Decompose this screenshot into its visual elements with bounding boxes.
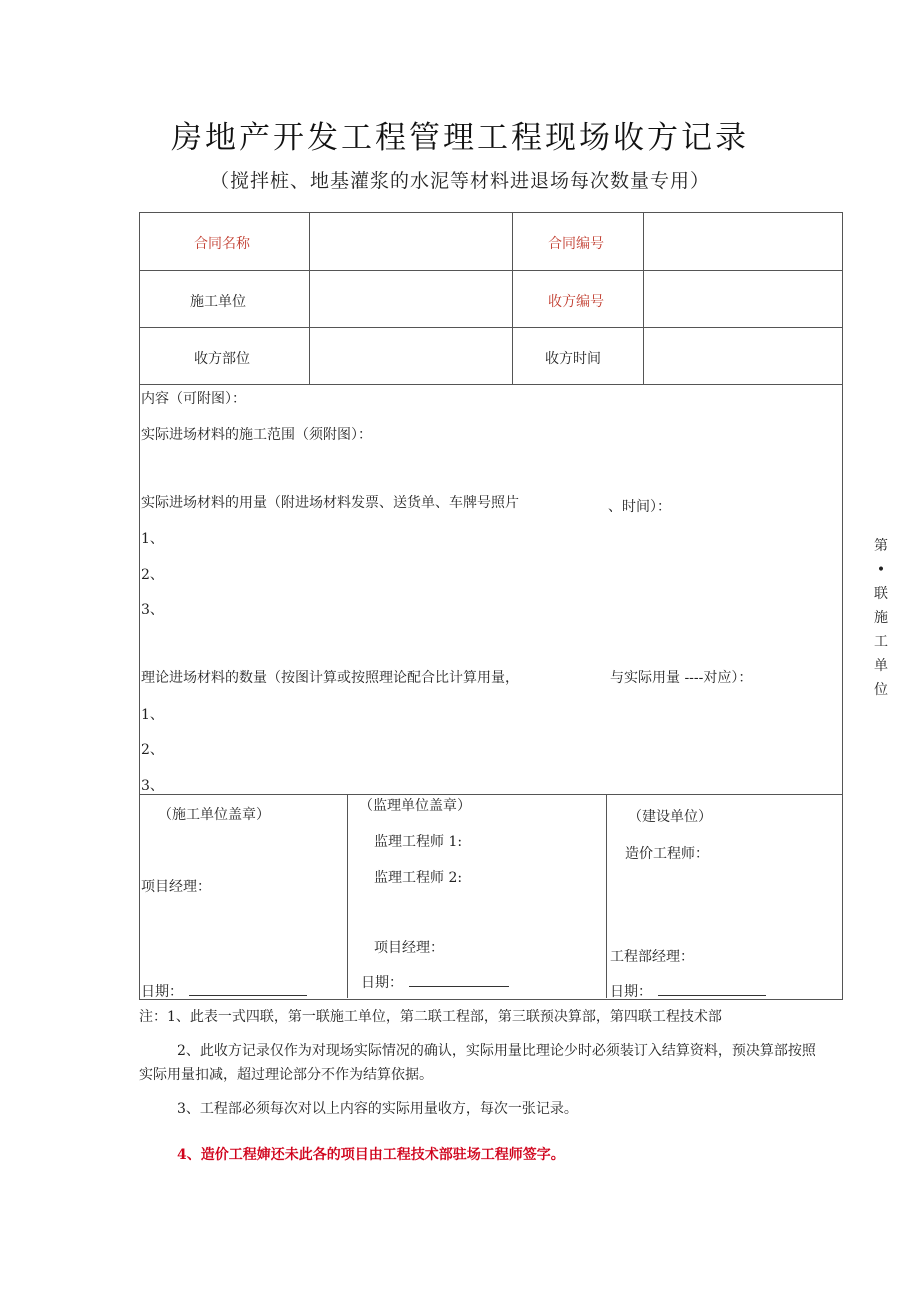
form-table — [139, 212, 843, 1000]
side-char: 工 — [874, 634, 888, 650]
contract-name-label: 合同名称 — [194, 236, 250, 252]
theory-item-1: 1、 — [141, 707, 164, 723]
theory-qty-tail: 与实际用量 ----对应）： — [610, 670, 753, 686]
note-4: 4、造价工程婶还未此各的项目由工程技术部驻场工程师签字。 — [177, 1147, 565, 1163]
note-1: 注：1、此表一式四联，第一联施工单位，第二联工程部，第三联预决算部，第四联工程技术部 — [139, 1009, 722, 1025]
date-label-2-text: 日期： — [361, 975, 403, 991]
note-3: 3、工程部必须每次对以上内容的实际用量收方，每次一张记录。 — [177, 1101, 578, 1117]
theory-item-2: 2、 — [141, 742, 164, 758]
date-label-3-text: 日期： — [610, 984, 652, 1000]
date-label-3 — [610, 981, 766, 1001]
scope-label: 实际进场材料的施工范围（须附图）： — [141, 427, 372, 443]
usage-item-3: 3、 — [141, 602, 164, 618]
date-line-2 — [409, 974, 509, 987]
receipt-location-label: 收方部位 — [194, 351, 250, 367]
contract-no-label: 合同编号 — [548, 236, 604, 252]
row-divider — [139, 270, 842, 271]
copy-side-label — [872, 534, 890, 698]
row-divider — [139, 794, 842, 795]
usage-item-2: 2、 — [141, 567, 164, 583]
side-char: 位 — [874, 682, 888, 698]
side-char: 第 — [874, 538, 888, 554]
builder-label: （建设单位） — [628, 809, 712, 825]
col-divider — [643, 212, 644, 384]
row-divider — [139, 327, 842, 328]
dept-manager-label: 工程部经理： — [610, 949, 694, 965]
theory-qty-label: 理论进场材料的数量（按图计算或按照理论配合比计算用量， — [141, 670, 519, 686]
col-divider — [347, 794, 348, 998]
supervisor2-label: 监理工程师 2: — [374, 870, 463, 886]
col-divider — [512, 212, 513, 384]
project-manager-label: 项目经理： — [141, 879, 211, 895]
date-line-1 — [189, 983, 307, 996]
actual-usage-tail: 、时间）： — [608, 499, 671, 515]
side-char: 施 — [874, 610, 888, 626]
col-divider — [606, 794, 607, 998]
col-divider — [309, 212, 310, 384]
row-divider — [139, 384, 842, 385]
side-char: • — [876, 562, 886, 578]
receipt-time-label: 收方时间 — [545, 351, 601, 367]
actual-usage-label: 实际进场材料的用量（附进场材料发票、送货单、车牌号照片 — [141, 495, 519, 511]
date-line-3 — [658, 983, 766, 996]
usage-item-1: 1、 — [141, 531, 164, 547]
construction-stamp-label: （施工单位盖章） — [158, 807, 270, 823]
page-subtitle: （搅拌桩、地基灌浆的水泥等材料进退场每次数量专用） — [209, 170, 710, 192]
note-2-line-1: 2、此收方记录仅作为对现场实际情况的确认，实际用量比理论少时必须装订入结算资料，预决算部按照 — [177, 1043, 816, 1059]
supervisor1-label: 监理工程师 1: — [374, 834, 463, 850]
date-label-2 — [361, 972, 509, 992]
theory-item-3: 3、 — [141, 778, 164, 794]
supervision-stamp-label: （监理单位盖章） — [359, 798, 471, 814]
page-title: 房地产开发工程管理工程现场收方记录 — [171, 120, 749, 156]
cost-engineer-label: 造价工程师： — [625, 846, 709, 862]
construction-unit-label: 施工单位 — [190, 294, 246, 310]
receipt-no-label: 收方编号 — [548, 294, 604, 310]
side-char: 联 — [874, 586, 888, 602]
side-char: 单 — [874, 658, 888, 674]
note-2-line-2: 实际用量扣减，超过理论部分不作为结算依据。 — [139, 1067, 433, 1083]
date-label-1-text: 日期： — [141, 984, 183, 1000]
project-manager2-label: 项目经理： — [374, 940, 444, 956]
content-heading: 内容（可附图）： — [141, 391, 246, 407]
date-label-1 — [141, 981, 307, 1001]
